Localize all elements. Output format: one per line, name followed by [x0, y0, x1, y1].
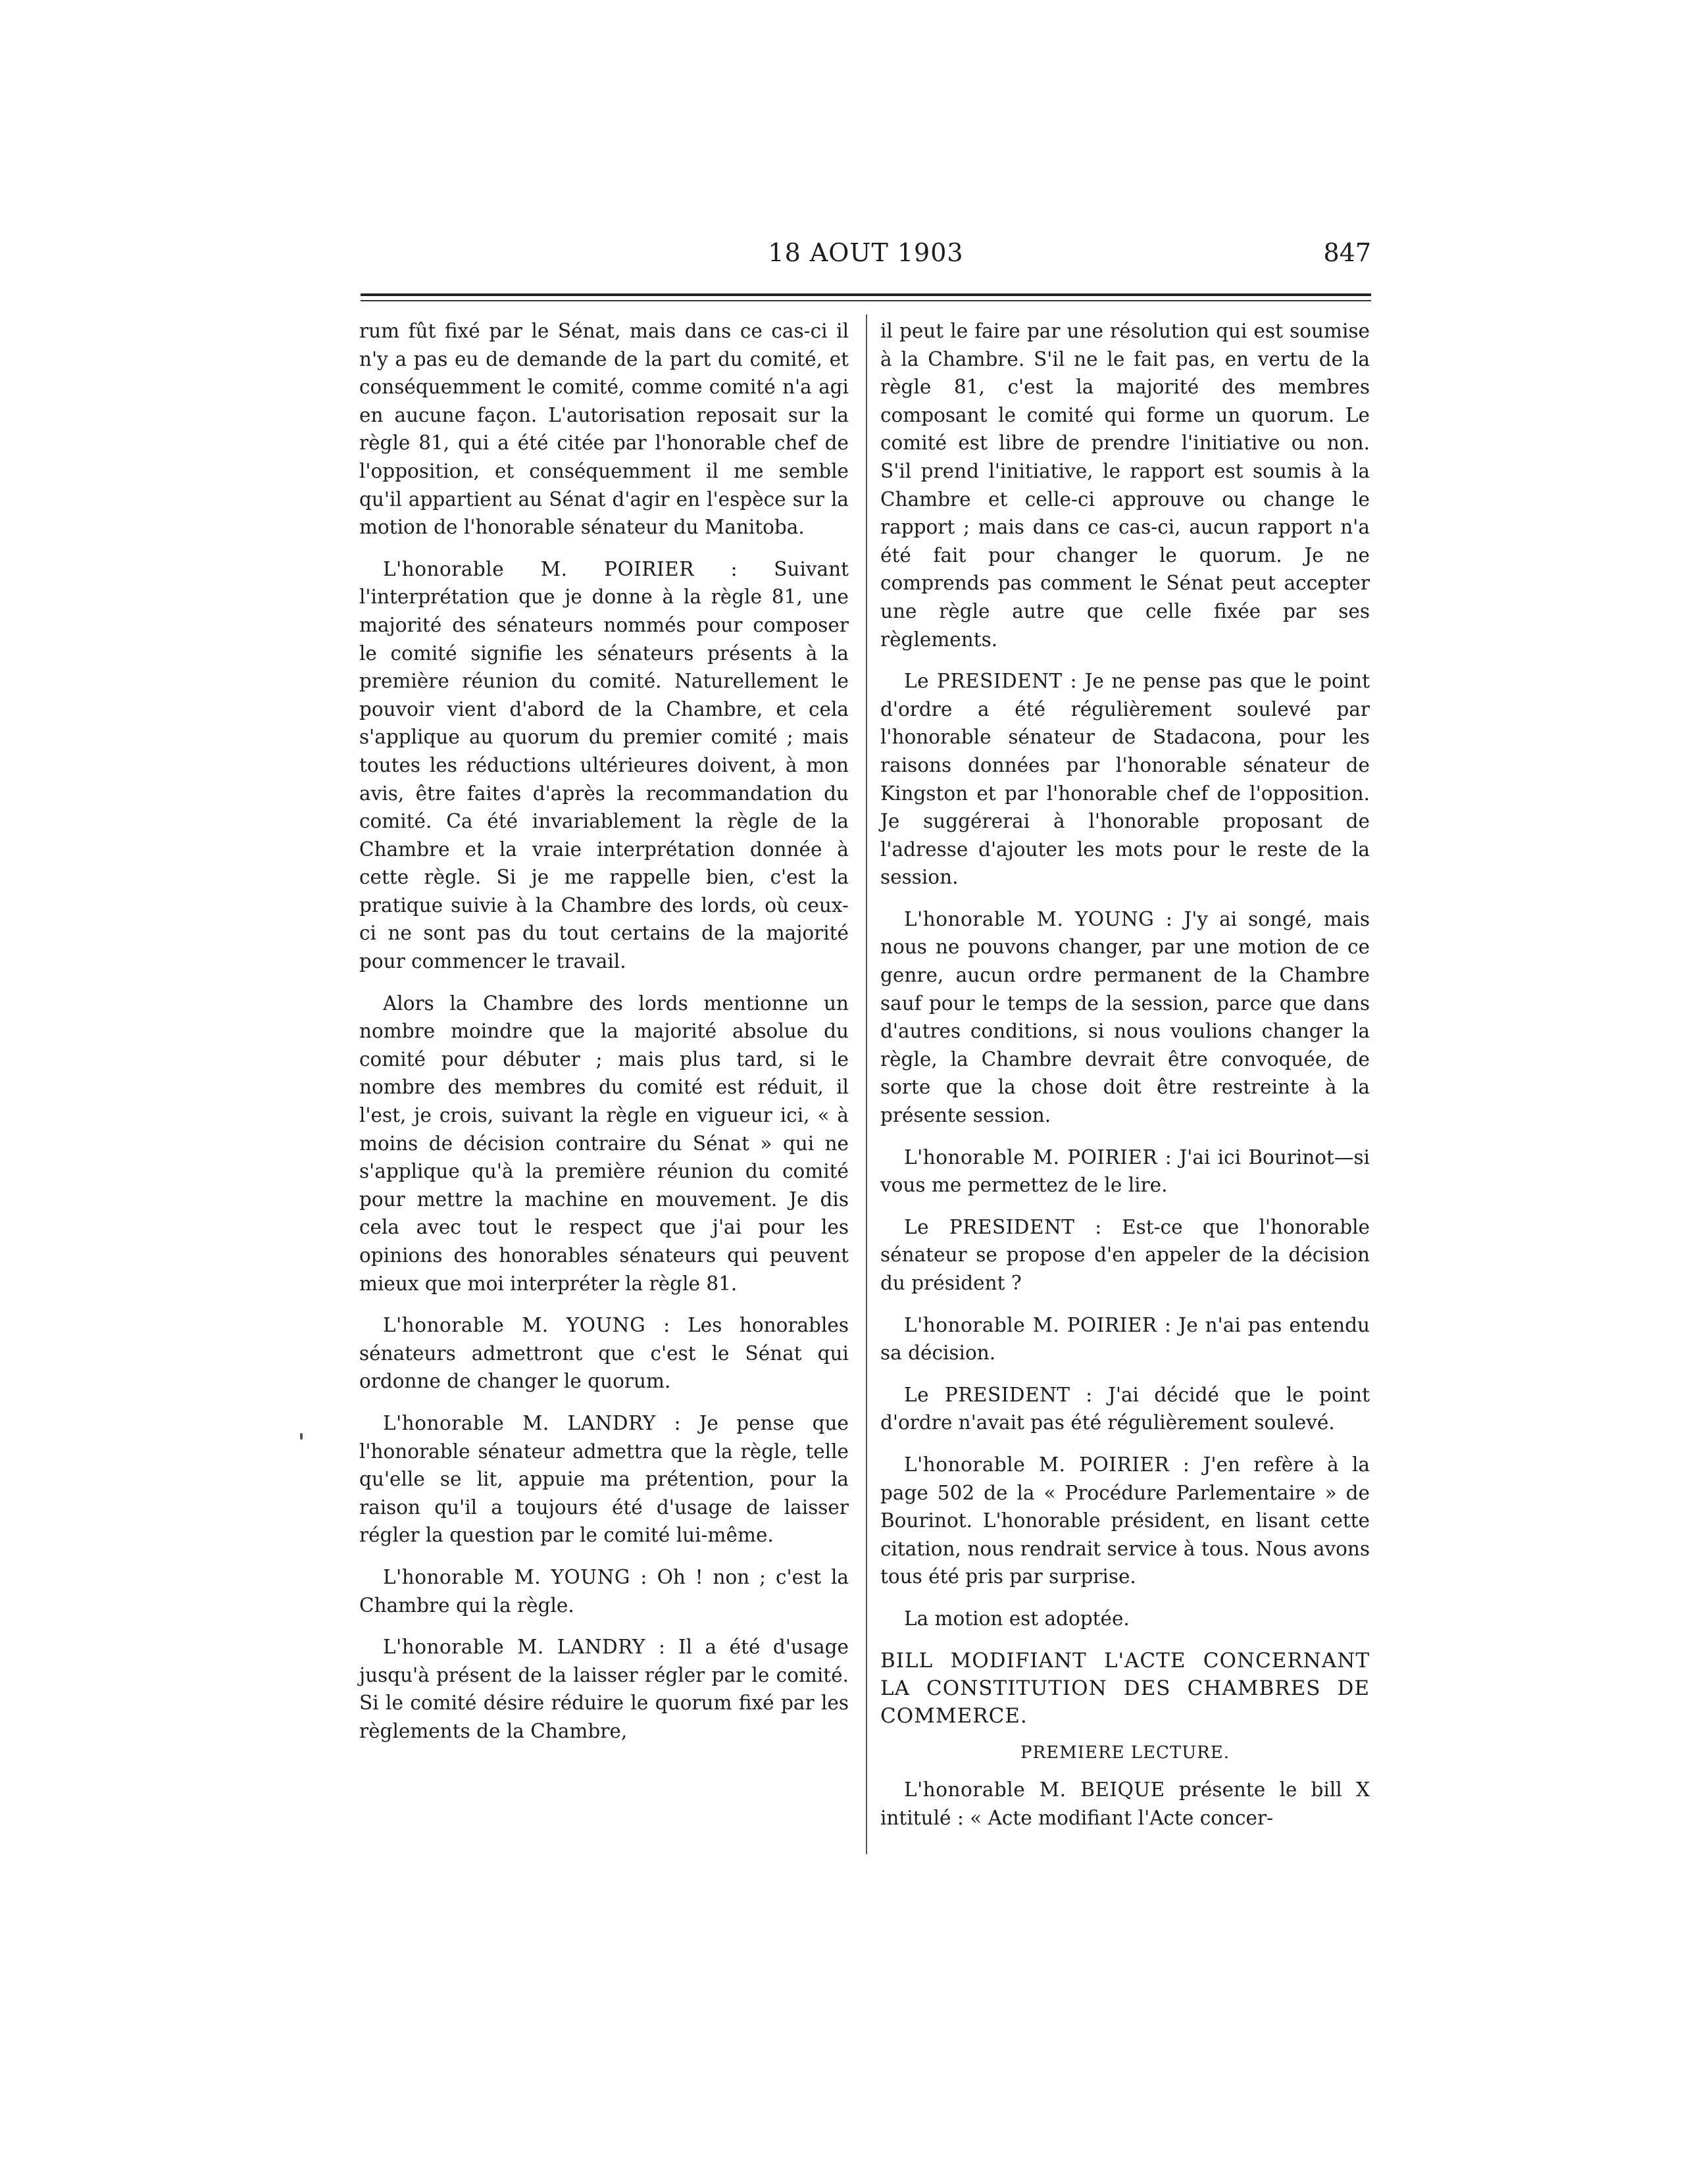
- header-rule-thin: [361, 300, 1371, 301]
- paragraph: [359, 317, 849, 542]
- speaker-name: L'honorable M. LANDRY :: [383, 1411, 682, 1434]
- column-divider: [866, 315, 867, 1854]
- paragraph: [880, 1311, 1370, 1367]
- speaker-name: L'honorable M. LANDRY :: [383, 1636, 666, 1659]
- paragraph-text: Je pense que l'honorable sénateur admettra que la règle, telle qu'elle se lit, appuie ma prétention, pour la raison qu'il a toujours été d'usage de laisser régler la question par le comité lui-même.: [359, 1411, 849, 1547]
- paragraph: [359, 990, 849, 1298]
- paragraph: [880, 667, 1370, 892]
- paragraph-text: Les honorables sénateurs admettront que c'est le Sénat qui ordonne de changer le quorum.: [359, 1314, 849, 1393]
- paragraph-text: J'ai ici Bourinot—si vous me permettez de le lire.: [880, 1146, 1370, 1197]
- paragraph-text: présente le bill X intitulé : « Acte modifiant l'Acte concer-: [880, 1778, 1370, 1829]
- speaker-name: L'honorable M. YOUNG :: [383, 1314, 670, 1337]
- paragraph-text: rum fût fixé par le Sénat, mais dans ce cas-ci il n'y a pas eu de demande de la part du comité, et conséquemment le comité, comme comité n'a agi en aucune façon. L'autorisation reposait sur la règle 81, qui a été citée par l'honorable chef de l'opposition, et conséquemment il me semble qu'il appartient au Sénat d'agir en l'espèce sur la motion de l'honorable sénateur du Manitoba.: [359, 320, 849, 539]
- paragraph-text: Suivant l'interprétation que je donne à la règle 81, une majorité des sénateurs nommés pour composer le comité signifie les sénateurs présents à la première réunion du comité. Naturellement le pouvoir vient d'abord de la Chambre, et cela s'applique au quorum du premier comité ; mais toutes les réductions ultérieures doivent, à mon avis, être faites d'après la recommandation du comité. Ca été invariablement la règle de la Chambre et la vraie interprétation donnée à cette règle. Si je me rappelle bien, c'est la pratique suivie à la Chambre des lords, où ceux-ci ne sont pas du tout certains de la majorité pour commencer le travail.: [359, 557, 849, 973]
- speaker-name: L'honorable M. YOUNG :: [904, 907, 1173, 930]
- paragraph: [880, 1776, 1370, 1832]
- paragraph: [880, 317, 1370, 653]
- speaker-name: L'honorable M. POIRIER :: [383, 557, 738, 580]
- paragraph: [359, 555, 849, 976]
- paragraph: [359, 1409, 849, 1549]
- margin-mark: [300, 1433, 303, 1440]
- paragraph-text: Je n'ai pas entendu sa décision.: [880, 1313, 1370, 1365]
- paragraph: [359, 1563, 849, 1619]
- paragraph: [880, 1605, 1370, 1633]
- paragraph-text: J'y ai songé, mais nous ne pouvons changer, par une motion de ce genre, aucun ordre permanent de la Chambre sauf pour le temps de la session, parce que dans d'autres conditions, si nous voulions changer la règle, la Chambre devrait être convoquée, de sorte que la chose doit être restreinte à la présente session.: [880, 907, 1370, 1127]
- paragraph-text: Est-ce que l'honorable sénateur se propose d'en appeler de la décision du président ?: [880, 1215, 1370, 1294]
- paragraph: [880, 905, 1370, 1130]
- speaker-name: Le PRESIDENT :: [904, 1215, 1102, 1238]
- section-heading: BILL MODIFIANT L'ACTE CONCERNANT LA CONSTITUTION DES CHAMBRES DE COMMERCE.: [880, 1648, 1370, 1728]
- page-header: [361, 238, 1371, 278]
- paragraph-text: Je ne pense pas que le point d'ordre a été régulièrement soulevé par l'honorable sénateur de Stadacona, pour les raisons données par l'honorable sénateur de Kingston et par l'honorable chef de l'opposition. Je suggérerai à l'honorable proposant de l'adresse d'ajouter les mots pour le reste de la session.: [880, 670, 1370, 889]
- paragraph-text: J'ai décidé que le point d'ordre n'avait pas été régulièrement soulevé.: [880, 1383, 1370, 1434]
- speaker-name: Le PRESIDENT :: [904, 1383, 1093, 1406]
- paragraph: [359, 1633, 849, 1745]
- paragraph-text: Il a été d'usage jusqu'à présent de la laisser régler par le comité. Si le comité désire réduire le quorum fixé par les règlements de la Chambre,: [359, 1636, 849, 1742]
- paragraph-text: J'en refère à la page 502 de la « Procédure Parlementaire » de Bourinot. L'honorable président, en lisant cette citation, nous rendrait service à tous. Nous avons tous été pris par surprise.: [880, 1453, 1370, 1588]
- speaker-name: L'honorable M. POIRIER :: [904, 1453, 1190, 1476]
- paragraph: [880, 1381, 1370, 1437]
- paragraph-text: Alors la Chambre des lords mentionne un nombre moindre que la majorité absolue du comité pour débuter ; mais plus tard, si le nombre des membres du comité est réduit, il l'est, je crois, suivant la règle en vigueur ici, « à moins de décision contraire du Sénat » qui ne s'applique qu'à la première réunion du comité pour mettre la machine en mouvement. Je dis cela avec tout le respect que j'ai pour les opinions des honorables sénateurs qui peuvent mieux que moi interpréter la règle 81.: [359, 992, 849, 1295]
- right-column: [880, 317, 1370, 1846]
- paragraph-text: Oh ! non ; c'est la Chambre qui la règle.: [359, 1565, 849, 1617]
- paragraph: [880, 1144, 1370, 1199]
- section-subheading: PREMIERE LECTURE.: [1020, 1742, 1230, 1763]
- speaker-name: L'honorable M. BEIQUE: [904, 1778, 1165, 1801]
- page-date: 18 AOUT 1903: [768, 238, 964, 267]
- page-number: 847: [1323, 238, 1371, 267]
- paragraph: [880, 1213, 1370, 1297]
- header-rule-thick: [361, 293, 1371, 296]
- paragraph-text: La motion est adoptée.: [904, 1607, 1130, 1630]
- paragraph: [880, 1451, 1370, 1591]
- speaker-name: L'honorable M. POIRIER :: [904, 1313, 1172, 1336]
- speaker-name: L'honorable M. YOUNG :: [383, 1565, 647, 1588]
- speaker-name: Le PRESIDENT :: [904, 670, 1078, 693]
- paragraph: [359, 1311, 849, 1396]
- speaker-name: L'honorable M. POIRIER :: [904, 1146, 1172, 1169]
- header-rule: [361, 293, 1371, 305]
- paragraph-text: il peut le faire par une résolution qui est soumise à la Chambre. S'il ne le fait pas, en vertu de la règle 81, c'est la majorité des membres composant le comité qui forme un quorum. Le comité est libre de prendre l'initiative ou non. S'il prend l'initiative, le rapport est soumis à la Chambre et celle-ci approuve ou change le rapport ; mais dans ce cas-ci, aucun rapport n'a été fait pour changer le quorum. Je ne comprends pas comment le Sénat peut accepter une règle autre que celle fixée par ses règlements.: [880, 320, 1370, 651]
- left-column: [359, 317, 849, 1759]
